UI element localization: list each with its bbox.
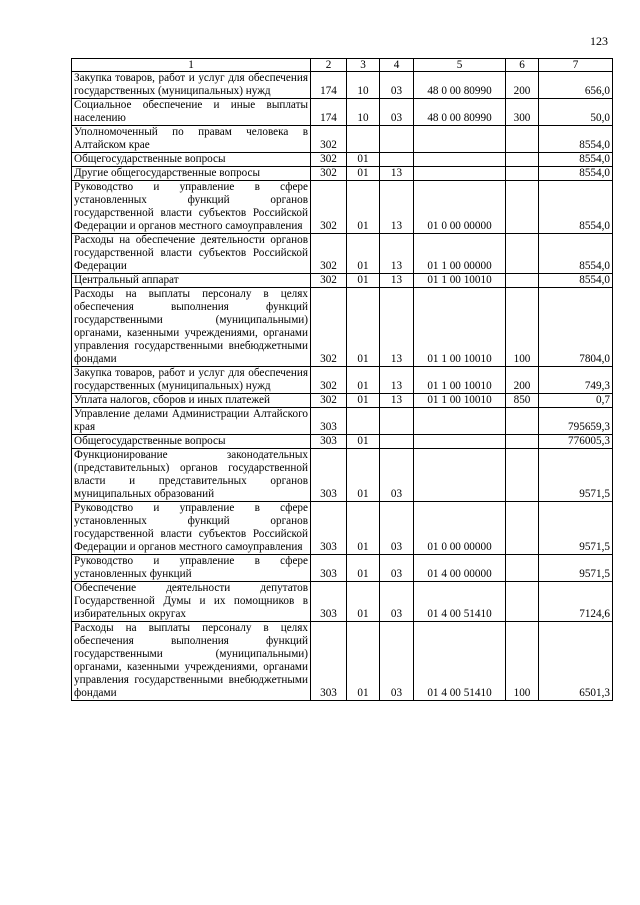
cell-subsection [380,435,414,449]
cell-name: Уполномоченный по правам человека в Алтайском крае [72,126,311,153]
cell-ved: 302 [311,181,347,234]
cell-expense-type [506,449,539,502]
cell-subsection: 03 [380,99,414,126]
cell-name: Закупка товаров, работ и услуг для обеспечения государственных (муниципальных) нужд [72,72,311,99]
cell-amount: 9571,5 [539,449,613,502]
cell-ved: 302 [311,274,347,288]
cell-target-article: 01 0 00 00000 [414,181,506,234]
column-header: 1 [72,59,311,72]
cell-target-article [414,167,506,181]
table-row [72,435,613,449]
cell-amount: 656,0 [539,72,613,99]
cell-ved: 302 [311,234,347,274]
cell-name: Закупка товаров, работ и услуг для обеспечения государственных (муниципальных) нужд [72,367,311,394]
cell-name: Расходы на обеспечение деятельности органов государственной власти субъектов Российской Федерации [72,234,311,274]
cell-amount: 7804,0 [539,288,613,367]
cell-ved: 302 [311,126,347,153]
cell-expense-type [506,502,539,555]
cell-amount: 8554,0 [539,167,613,181]
cell-name: Руководство и управление в сфере установленных функций [72,555,311,582]
cell-expense-type [506,167,539,181]
cell-expense-type [506,181,539,234]
cell-amount: 8554,0 [539,274,613,288]
cell-expense-type [506,126,539,153]
cell-amount: 9571,5 [539,555,613,582]
cell-target-article: 01 1 00 10010 [414,274,506,288]
cell-ved: 174 [311,99,347,126]
cell-section: 10 [347,99,380,126]
cell-target-article [414,408,506,435]
table-row [72,622,613,701]
cell-expense-type [506,408,539,435]
table-row [72,234,613,274]
column-header: 7 [539,59,613,72]
page-number: 123 [590,34,608,48]
cell-ved: 303 [311,555,347,582]
table-row [72,367,613,394]
cell-expense-type [506,234,539,274]
table-row [72,288,613,367]
table-row [72,449,613,502]
cell-ved: 303 [311,502,347,555]
cell-amount: 0,7 [539,394,613,408]
cell-name: Управление делами Администрации Алтайского края [72,408,311,435]
cell-subsection [380,153,414,167]
cell-subsection: 13 [380,234,414,274]
table-row [72,555,613,582]
cell-section: 01 [347,435,380,449]
cell-amount: 6501,3 [539,622,613,701]
cell-expense-type [506,274,539,288]
cell-target-article: 48 0 00 80990 [414,72,506,99]
cell-target-article: 48 0 00 80990 [414,99,506,126]
cell-amount: 9571,5 [539,502,613,555]
cell-ved: 302 [311,167,347,181]
cell-section: 01 [347,622,380,701]
column-header: 2 [311,59,347,72]
cell-target-article [414,153,506,167]
budget-table [71,58,613,701]
cell-target-article: 01 0 00 00000 [414,502,506,555]
cell-amount: 8554,0 [539,126,613,153]
cell-target-article: 01 4 00 00000 [414,555,506,582]
cell-name: Расходы на выплаты персоналу в целях обеспечения выполнения функций государственными (муниципальными) органами, казенными учреждениями, органами управления государственными внебюджетными фондами [72,622,311,701]
cell-subsection [380,408,414,435]
cell-target-article: 01 4 00 51410 [414,622,506,701]
cell-section: 01 [347,153,380,167]
cell-target-article [414,449,506,502]
table-row [72,99,613,126]
cell-ved: 302 [311,288,347,367]
cell-amount: 8554,0 [539,153,613,167]
cell-target-article: 01 4 00 51410 [414,582,506,622]
cell-subsection: 13 [380,274,414,288]
cell-section [347,408,380,435]
cell-amount: 795659,3 [539,408,613,435]
cell-target-article: 01 1 00 10010 [414,394,506,408]
cell-name: Социальное обеспечение и иные выплаты населению [72,99,311,126]
cell-subsection: 03 [380,582,414,622]
cell-subsection: 13 [380,367,414,394]
cell-name: Расходы на выплаты персоналу в целях обеспечения выполнения функций государственными (муниципальными) органами, казенными учреждениями, органами управления государственными внебюджетными фондами [72,288,311,367]
cell-name: Общегосударственные вопросы [72,153,311,167]
cell-ved: 303 [311,435,347,449]
cell-subsection: 03 [380,622,414,701]
cell-subsection: 03 [380,555,414,582]
cell-ved: 302 [311,153,347,167]
cell-expense-type: 200 [506,367,539,394]
cell-amount: 50,0 [539,99,613,126]
cell-target-article: 01 1 00 10010 [414,288,506,367]
cell-target-article [414,435,506,449]
cell-expense-type: 100 [506,288,539,367]
table-row [72,502,613,555]
cell-section: 01 [347,274,380,288]
cell-section: 01 [347,181,380,234]
cell-section: 01 [347,502,380,555]
cell-name: Общегосударственные вопросы [72,435,311,449]
column-header: 4 [380,59,414,72]
cell-target-article: 01 1 00 00000 [414,234,506,274]
cell-amount: 776005,3 [539,435,613,449]
table-row [72,408,613,435]
cell-section: 01 [347,288,380,367]
cell-name: Руководство и управление в сфере установленных функций органов государственной власти субъектов Российской Федерации и органов местного самоуправления [72,181,311,234]
cell-target-article [414,126,506,153]
cell-section: 01 [347,449,380,502]
cell-ved: 303 [311,582,347,622]
cell-expense-type: 850 [506,394,539,408]
table-row [72,394,613,408]
cell-subsection: 13 [380,167,414,181]
cell-section: 01 [347,394,380,408]
cell-expense-type [506,435,539,449]
column-header: 5 [414,59,506,72]
cell-subsection: 03 [380,502,414,555]
cell-subsection [380,126,414,153]
cell-subsection: 13 [380,394,414,408]
cell-amount: 749,3 [539,367,613,394]
cell-section: 01 [347,555,380,582]
cell-expense-type: 100 [506,622,539,701]
cell-subsection: 13 [380,288,414,367]
cell-name: Руководство и управление в сфере установленных функций органов государственной власти субъектов Российской Федерации и органов местного самоуправления [72,502,311,555]
cell-subsection: 03 [380,72,414,99]
cell-section: 01 [347,367,380,394]
cell-expense-type: 200 [506,72,539,99]
cell-name: Обеспечение деятельности депутатов Государственной Думы и их помощников в избирательных округах [72,582,311,622]
cell-section: 01 [347,167,380,181]
table-row [72,153,613,167]
cell-name: Уплата налогов, сборов и иных платежей [72,394,311,408]
cell-ved: 303 [311,449,347,502]
table-body [72,59,613,701]
cell-name: Центральный аппарат [72,274,311,288]
cell-subsection: 03 [380,449,414,502]
cell-name: Функционирование законодательных (представительных) органов государственной власти и представительных органов муниципальных образований [72,449,311,502]
column-header: 3 [347,59,380,72]
cell-section: 01 [347,582,380,622]
table-row [72,582,613,622]
cell-section: 10 [347,72,380,99]
cell-ved: 302 [311,394,347,408]
table-row [72,167,613,181]
cell-amount: 8554,0 [539,181,613,234]
cell-target-article: 01 1 00 10010 [414,367,506,394]
cell-amount: 8554,0 [539,234,613,274]
cell-ved: 174 [311,72,347,99]
cell-name: Другие общегосударственные вопросы [72,167,311,181]
column-header: 6 [506,59,539,72]
cell-ved: 303 [311,408,347,435]
cell-subsection: 13 [380,181,414,234]
table-row [72,72,613,99]
cell-amount: 7124,6 [539,582,613,622]
cell-expense-type [506,582,539,622]
cell-expense-type [506,153,539,167]
cell-expense-type [506,555,539,582]
cell-ved: 302 [311,367,347,394]
table-row [72,126,613,153]
table-row [72,274,613,288]
cell-section [347,126,380,153]
cell-ved: 303 [311,622,347,701]
header-row [72,59,613,72]
cell-expense-type: 300 [506,99,539,126]
cell-section: 01 [347,234,380,274]
table-row [72,181,613,234]
